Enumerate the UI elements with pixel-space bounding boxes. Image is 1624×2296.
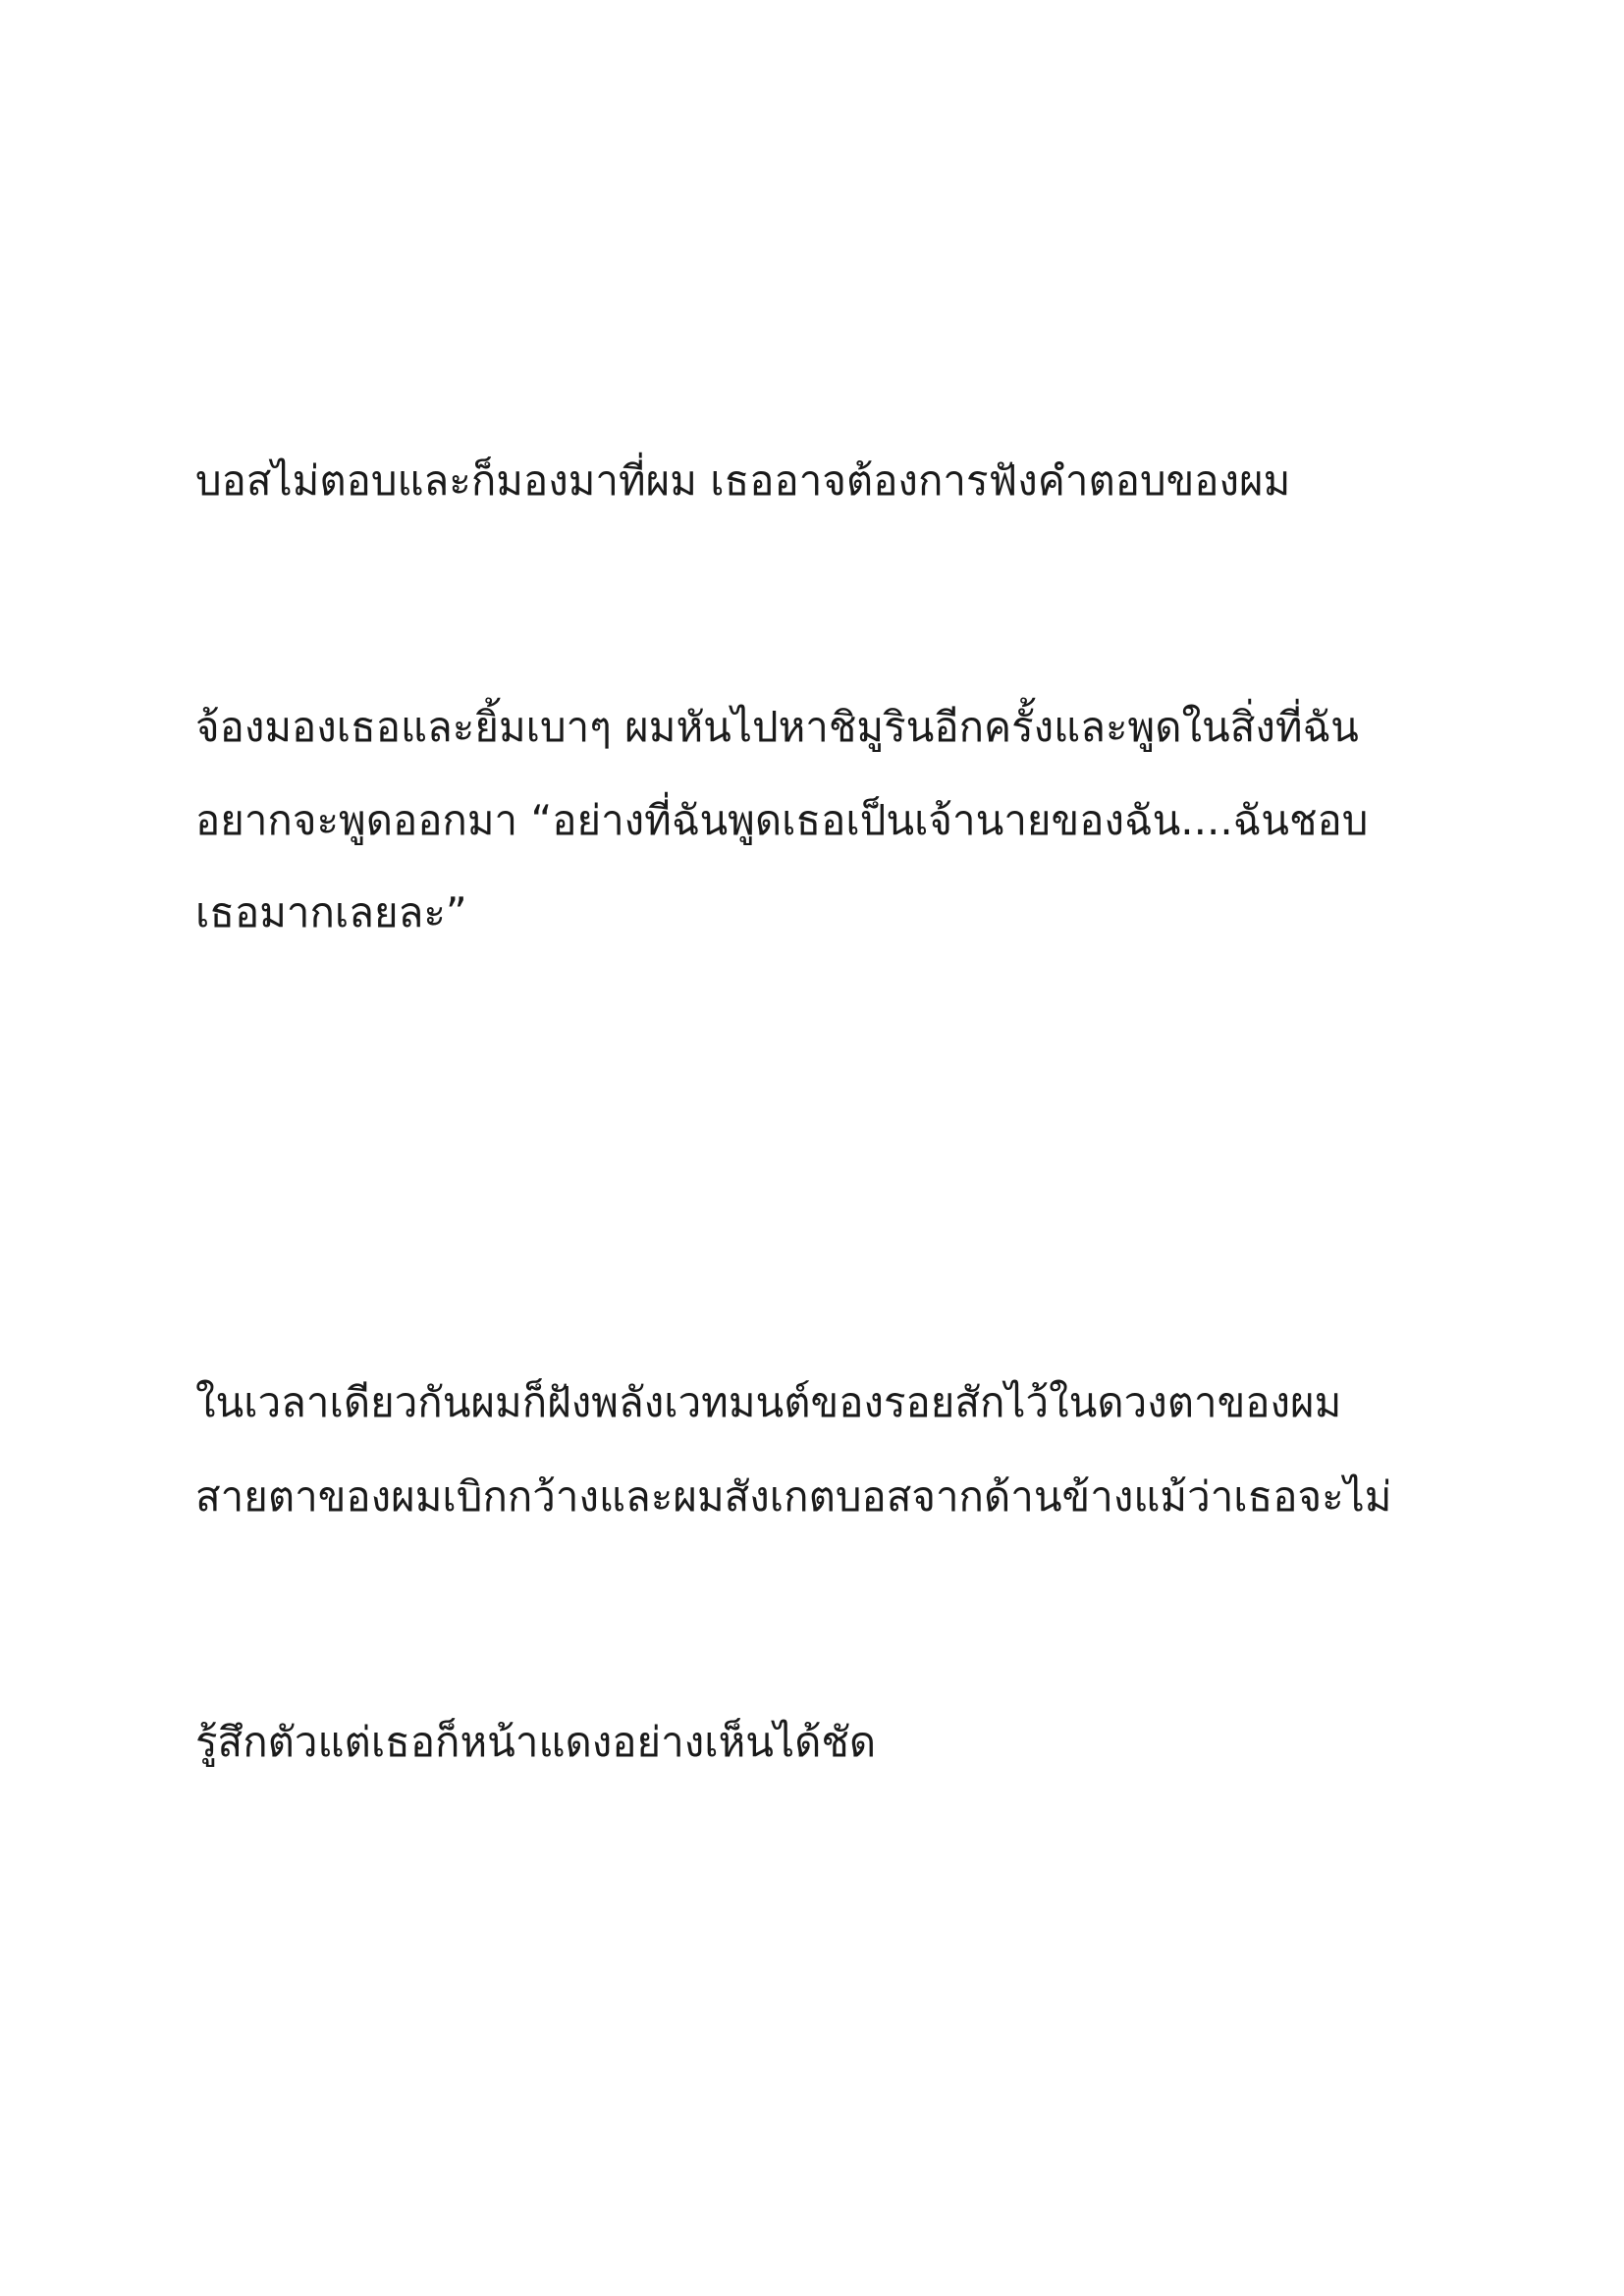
text-line-7: รู้สึกตัวแต่เธอก็หน้าแดงอย่างเห็นได้ชัด (195, 1718, 877, 1766)
text-line-2: จ้องมองเธอและยิ้มเบาๆ ผมหันไปหาชิมูรินอีกครั้งและพูดในสิ่งที่ฉัน (195, 703, 1359, 751)
text-line-3: อยากจะพูดออกมา “อย่างที่ฉันพูดเธอเป็นเจ้านายของฉัน....ฉันชอบ (195, 796, 1369, 844)
text-line-6: สายตาของผมเบิกกว้างและผมสังเกตบอสจากด้านข้างแม้ว่าเธอจะไม่ (195, 1472, 1392, 1521)
text-line-4: เธอมากเลยละ” (195, 888, 467, 936)
text-line-5: ในเวลาเดียวกันผมก็ฝังพลังเวทมนต์ของรอยสักไว้ในดวงตาของผม (195, 1378, 1342, 1426)
text-line-1: บอสไม่ตอบและก็มองมาที่ผม เธออาจต้องการฟังคำตอบของผม (195, 456, 1291, 505)
